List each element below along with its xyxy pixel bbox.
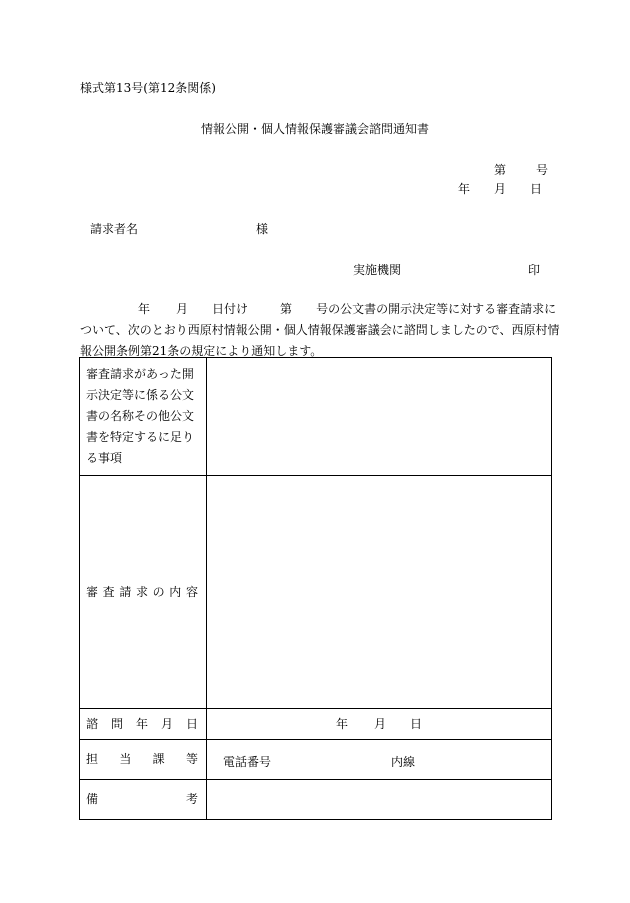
table-row <box>80 740 552 780</box>
table-row <box>80 476 552 709</box>
document-identification-label: 審査請求があった開 示決定等に係る公文 書の名称その他公文 書を特定するに足り る事項 <box>80 358 207 476</box>
document-title: 情報公開・個人情報保護審議会諮問通知書 <box>200 122 429 136</box>
date-month: 月 <box>494 182 507 196</box>
number-suffix: 号 <box>536 163 549 177</box>
date-day: 日 <box>530 182 543 196</box>
requester-honorific: 様 <box>256 222 269 236</box>
document-number <box>494 164 548 176</box>
agency-label: 実施機関 <box>353 263 402 277</box>
extension-label: 内線 <box>391 755 416 769</box>
requester-label: 請求者名 <box>90 222 139 236</box>
document-date <box>458 183 542 195</box>
table-row <box>80 358 552 476</box>
document-identification-value[interactable] <box>207 358 552 476</box>
department-label: 担 当 課 等 <box>80 740 207 780</box>
consultation-date-label: 諮 問 年 月 日 <box>80 709 207 740</box>
body-line-2: ついて、次のとおり西原村情報公開・個人情報保護審議会に諮問しましたので、西原村情 <box>80 323 560 337</box>
remarks-value[interactable] <box>207 780 552 820</box>
request-content-value[interactable] <box>207 476 552 709</box>
table-row <box>80 780 552 820</box>
request-content-label: 審 査 請 求 の 内 容 <box>80 476 207 709</box>
form-number: 様式第13号(第12条関係) <box>80 81 216 95</box>
remarks-label: 備 考 <box>80 780 207 820</box>
notice-body <box>80 299 560 362</box>
body-line-3: 報公開条例第21条の規定により通知します。 <box>80 344 323 358</box>
department-value[interactable] <box>207 740 552 780</box>
date-year: 年 <box>458 182 471 196</box>
seal-mark: 印 <box>528 263 541 277</box>
number-prefix: 第 <box>494 163 507 177</box>
body-line-1: 年 月 日付け 第 号の公文書の開示決定等に対する審査請求に <box>138 302 557 316</box>
notice-table <box>79 357 552 820</box>
phone-number-label: 電話番号 <box>223 755 272 769</box>
consultation-date-value[interactable]: 年 月 日 <box>207 709 552 740</box>
table-row <box>80 709 552 740</box>
